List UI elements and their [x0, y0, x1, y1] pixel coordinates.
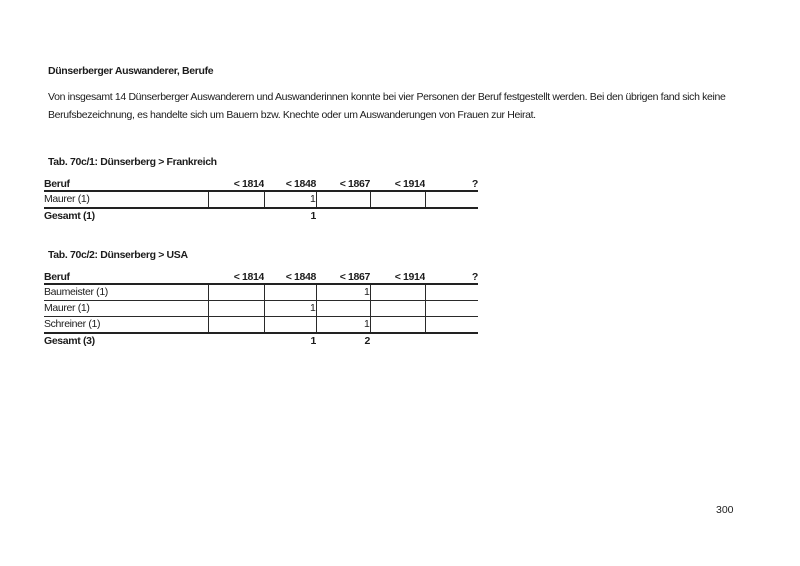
total-value-cell: [425, 208, 478, 224]
paragraph-line: Berufsbezeichnung, es handelte sich um Bauern bzw. Knechte oder um Auswanderungen von Frauen zur Heirat.: [48, 109, 536, 121]
value-cell: [370, 284, 425, 301]
page-number: 300: [716, 504, 734, 516]
total-value-cell: [208, 208, 264, 224]
total-value-cell: [208, 333, 264, 349]
value-cell: [208, 317, 264, 334]
table-total-row: [44, 333, 478, 349]
emigrants-table-usa: [44, 271, 478, 349]
column-header-1848: < 1848: [264, 178, 316, 191]
total-value-cell: [425, 333, 478, 349]
value-cell: 1: [264, 301, 316, 317]
table-title-usa: Tab. 70c/2: Dünserberg > USA: [48, 249, 188, 261]
column-header-beruf: Beruf: [44, 271, 208, 284]
beruf-cell: Maurer (1): [44, 191, 208, 208]
column-header-unknown: ?: [425, 178, 478, 191]
total-value-cell: [316, 208, 370, 224]
total-value-cell: [370, 333, 425, 349]
column-header-beruf: Beruf: [44, 178, 208, 191]
column-header-1914: < 1914: [370, 271, 425, 284]
table-row: [44, 191, 478, 208]
table-row: [44, 284, 478, 301]
table-row: [44, 301, 478, 317]
value-cell: [425, 317, 478, 334]
total-value-cell: 2: [364, 335, 370, 347]
value-cell: 1: [316, 284, 370, 301]
column-header-1848: < 1848: [264, 271, 316, 284]
column-header-1914: < 1914: [370, 178, 425, 191]
value-cell: [316, 191, 370, 208]
column-header-1867: < 1867: [316, 178, 370, 191]
beruf-cell: Schreiner (1): [44, 317, 208, 334]
intro-paragraph: [48, 88, 770, 124]
table-header-row: [44, 271, 478, 284]
value-cell: [264, 317, 316, 334]
value-cell: [264, 284, 316, 301]
beruf-cell: Baumeister (1): [44, 284, 208, 301]
emigrants-table-frankreich: [44, 178, 478, 224]
total-label-cell: Gesamt (3): [44, 335, 95, 347]
paragraph-line: Von insgesamt 14 Dünserberger Auswanderern und Auswanderinnen konnte bei vier Personen der Beruf festgestellt werden. Bei den übrigen fand sich keine: [48, 91, 726, 103]
value-cell: 1: [316, 317, 370, 334]
value-cell: [425, 301, 478, 317]
value-cell: [370, 317, 425, 334]
value-cell: [208, 284, 264, 301]
beruf-cell: Maurer (1): [44, 301, 208, 317]
total-value-cell: [370, 208, 425, 224]
total-value-cell: 1: [310, 210, 316, 222]
table-title-frankreich: Tab. 70c/1: Dünserberg > Frankreich: [48, 156, 217, 168]
value-cell: [425, 284, 478, 301]
total-label-cell: Gesamt (1): [44, 210, 95, 222]
page-title: Dünserberger Auswanderer, Berufe: [48, 65, 214, 77]
value-cell: [208, 191, 264, 208]
table-row: [44, 317, 478, 334]
column-header-1814: < 1814: [208, 271, 264, 284]
value-cell: [370, 301, 425, 317]
column-header-1814: < 1814: [208, 178, 264, 191]
value-cell: [316, 301, 370, 317]
table-section-usa: [44, 249, 478, 349]
value-cell: [425, 191, 478, 208]
table-total-row: [44, 208, 478, 224]
column-header-unknown: ?: [425, 271, 478, 284]
table-header-row: [44, 178, 478, 191]
value-cell: 1: [264, 191, 316, 208]
total-value-cell: 1: [310, 335, 316, 347]
column-header-1867: < 1867: [316, 271, 370, 284]
value-cell: [370, 191, 425, 208]
table-section-frankreich: [44, 156, 478, 224]
value-cell: [208, 301, 264, 317]
